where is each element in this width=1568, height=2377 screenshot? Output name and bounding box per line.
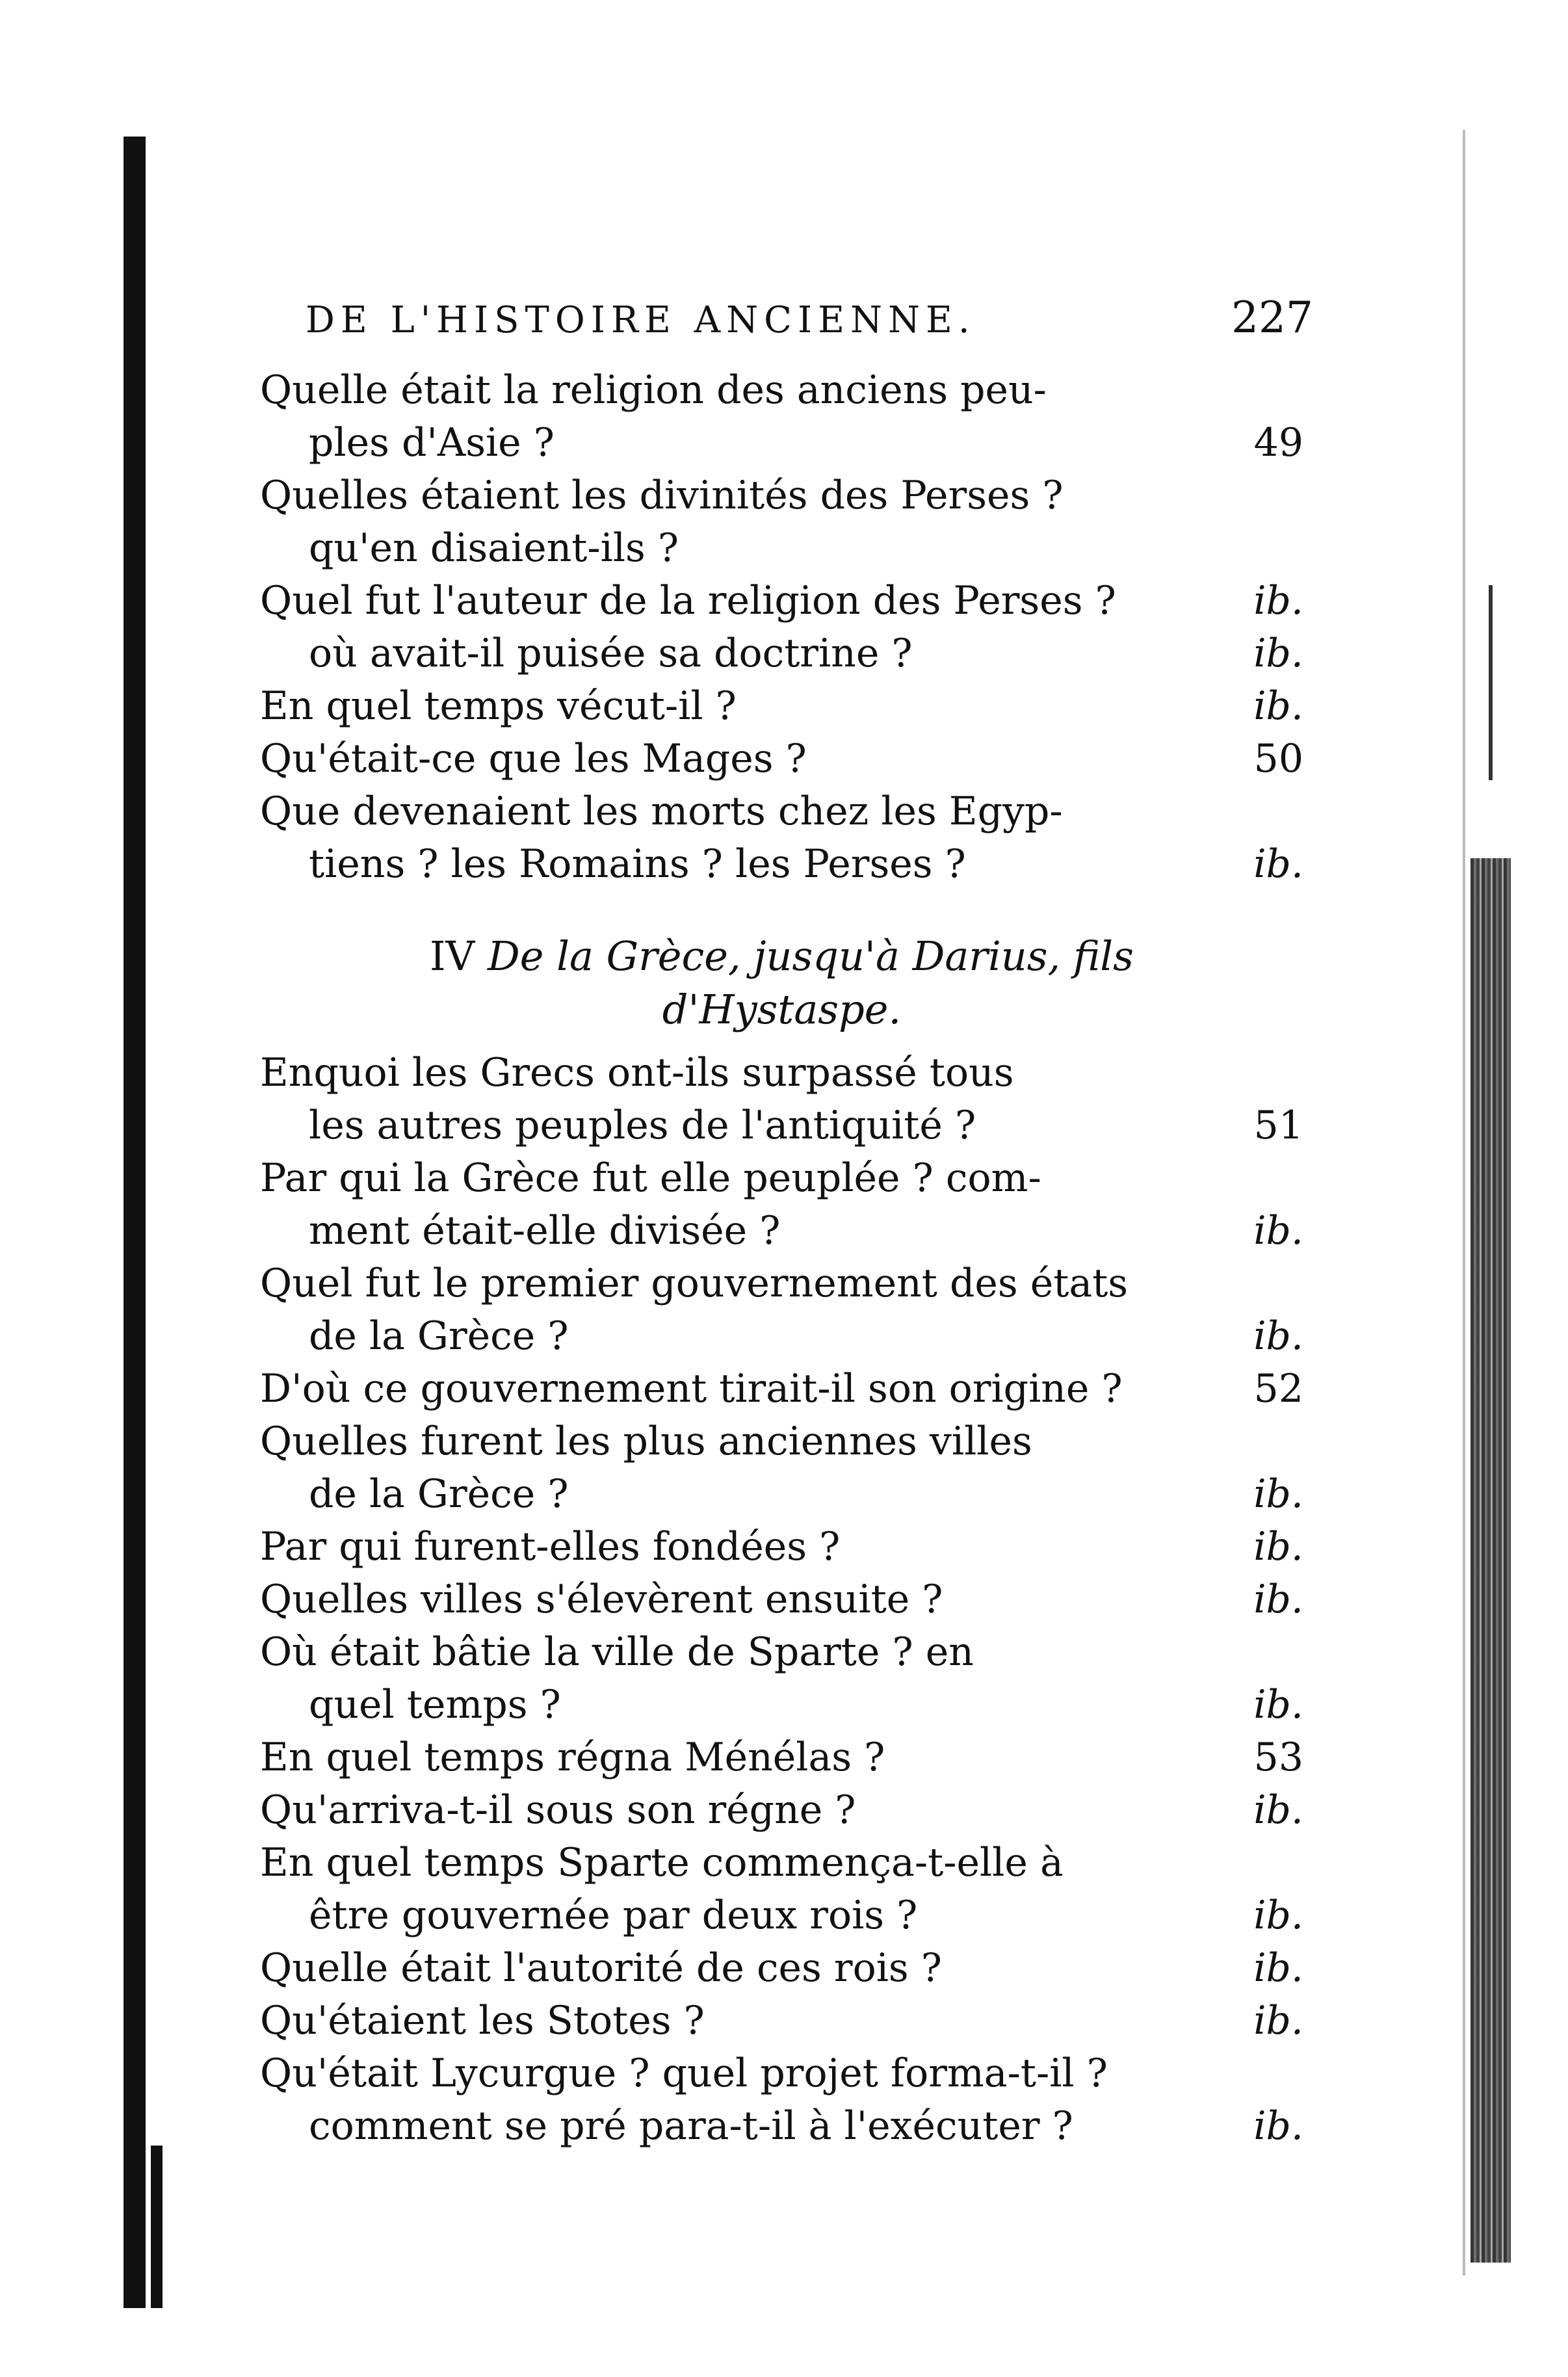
toc-entry bbox=[260, 1047, 1303, 1099]
toc-entry bbox=[260, 1257, 1303, 1310]
running-title: DE L'HISTOIRE ANCIENNE. bbox=[306, 299, 976, 341]
toc-entry bbox=[260, 1521, 1303, 1573]
toc-entry-page-ref: ib. bbox=[1253, 1893, 1303, 1938]
toc-entry-page-ref: 49 bbox=[1253, 420, 1303, 466]
toc-entry-text: de la Grèce ? bbox=[309, 1313, 569, 1359]
toc-entry-text: tiens ? les Romains ? les Perses ? bbox=[309, 841, 966, 887]
scan-right-mark bbox=[1489, 585, 1493, 780]
toc-entry-text: ment était-elle divisée ? bbox=[309, 1208, 781, 1254]
toc-entry-text: Enquoi les Grecs ont-ils surpassé tous bbox=[260, 1050, 1014, 1096]
toc-entry-text: Qu'était-ce que les Mages ? bbox=[260, 736, 807, 781]
toc-entry bbox=[260, 1995, 1303, 2047]
toc-entry bbox=[260, 2100, 1303, 2153]
toc-entry bbox=[260, 838, 1303, 891]
scan-right-margin-line bbox=[1463, 130, 1465, 2276]
toc-entry bbox=[260, 1889, 1303, 1942]
toc-entry-text: Quelle était la religion des anciens peu- bbox=[260, 367, 1047, 413]
toc-entry bbox=[260, 364, 1303, 417]
toc-entry-page-ref: 50 bbox=[1253, 736, 1303, 781]
toc-entry-page-ref: ib. bbox=[1253, 1787, 1303, 1833]
toc-entry-text: être gouvernée par deux rois ? bbox=[309, 1893, 918, 1938]
toc-entry-text: Qu'arriva-t-il sous son régne ? bbox=[260, 1787, 856, 1833]
page-number: 227 bbox=[1231, 293, 1313, 343]
toc-entry-page-ref: ib. bbox=[1253, 1313, 1303, 1359]
toc-entry-text: comment se pré para-t-il à l'exécuter ? bbox=[309, 2103, 1073, 2149]
toc-entry bbox=[260, 1310, 1303, 1363]
toc-entry-page-ref: 51 bbox=[1253, 1103, 1303, 1148]
toc-entry-text: les autres peuples de l'antiquité ? bbox=[309, 1103, 976, 1148]
toc-entry-text: En quel temps Sparte commença-t-elle à bbox=[260, 1840, 1064, 1885]
toc-entry-page-ref: ib. bbox=[1253, 1682, 1303, 1727]
scan-binding-edge bbox=[124, 137, 146, 2308]
section-heading bbox=[260, 930, 1303, 1047]
toc-entry bbox=[260, 1837, 1303, 1889]
toc-group-asia bbox=[260, 364, 1303, 891]
toc-entry bbox=[260, 680, 1303, 733]
toc-entry-text: Par qui furent-elles fondées ? bbox=[260, 1524, 841, 1569]
toc-entry-text: Qu'était Lycurgue ? quel projet forma-t-il ? bbox=[260, 2051, 1108, 2096]
toc-entry-text: quel temps ? bbox=[309, 1682, 561, 1727]
toc-entry bbox=[260, 1942, 1303, 1995]
toc-entry-text: En quel temps vécut-il ? bbox=[260, 683, 737, 729]
toc-entry-page-ref: ib. bbox=[1253, 1524, 1303, 1569]
toc-entry-text: D'où ce gouvernement tirait-il son origine ? bbox=[260, 1366, 1123, 1412]
toc-entry bbox=[260, 1205, 1303, 1257]
toc-entry-page-ref: ib. bbox=[1253, 2103, 1303, 2149]
toc-entry bbox=[260, 733, 1303, 785]
toc-entry bbox=[260, 417, 1303, 469]
toc-entry-text: Quelles villes s'élevèrent ensuite ? bbox=[260, 1577, 943, 1622]
toc-entry bbox=[260, 1099, 1303, 1152]
toc-entry-page-ref: ib. bbox=[1253, 1998, 1303, 2043]
toc-entry bbox=[260, 1731, 1303, 1784]
scan-binding-edge-lower bbox=[151, 2146, 163, 2308]
toc-entry-text: Où était bâtie la ville de Sparte ? en bbox=[260, 1629, 974, 1675]
toc-entry bbox=[260, 575, 1303, 627]
toc-entry bbox=[260, 1468, 1303, 1521]
section-title-continued: d'Hystaspe. bbox=[662, 986, 902, 1033]
toc-entry-text: où avait-il puisée sa doctrine ? bbox=[309, 631, 913, 676]
toc-entry bbox=[260, 627, 1303, 680]
page-header bbox=[306, 293, 1313, 351]
toc-entry-text: qu'en disaient-ils ? bbox=[309, 525, 679, 571]
toc-entry-text: Que devenaient les morts chez les Egyp- bbox=[260, 789, 1063, 834]
toc-entry-text: Quel fut l'auteur de la religion des Perses ? bbox=[260, 578, 1116, 624]
toc-entry-text: Par qui la Grèce fut elle peuplée ? com- bbox=[260, 1155, 1041, 1201]
toc-entry-page-ref: ib. bbox=[1253, 1577, 1303, 1622]
toc-entry bbox=[260, 1626, 1303, 1679]
section-roman-numeral: IV bbox=[430, 932, 475, 980]
toc-entry-text: Qu'étaient les Stotes ? bbox=[260, 1998, 705, 2043]
toc-entry-page-ref: 52 bbox=[1253, 1366, 1303, 1412]
toc-entry-page-ref: ib. bbox=[1253, 1471, 1303, 1517]
table-of-contents bbox=[260, 364, 1303, 2153]
toc-entry bbox=[260, 1363, 1303, 1415]
toc-entry-page-ref: 53 bbox=[1253, 1735, 1303, 1780]
toc-entry-page-ref: ib. bbox=[1253, 683, 1303, 729]
scan-right-edge bbox=[1470, 858, 1511, 2263]
toc-entry-page-ref: ib. bbox=[1253, 578, 1303, 624]
toc-entry-page-ref: ib. bbox=[1253, 1945, 1303, 1991]
toc-entry bbox=[260, 1152, 1303, 1205]
toc-entry-text: Quelles furent les plus anciennes villes bbox=[260, 1419, 1032, 1464]
section-title: De la Grèce, jusqu'à Darius, fils bbox=[488, 932, 1134, 980]
toc-entry bbox=[260, 1679, 1303, 1731]
toc-entry-text: Quel fut le premier gouvernement des états bbox=[260, 1261, 1129, 1306]
toc-entry-text: de la Grèce ? bbox=[309, 1471, 569, 1517]
toc-entry bbox=[260, 2047, 1303, 2100]
toc-entry bbox=[260, 785, 1303, 838]
toc-group-greece bbox=[260, 1047, 1303, 2153]
toc-entry bbox=[260, 1573, 1303, 1626]
toc-entry-page-ref: ib. bbox=[1253, 1208, 1303, 1254]
toc-entry bbox=[260, 522, 1303, 575]
toc-entry-text: En quel temps régna Ménélas ? bbox=[260, 1735, 885, 1780]
toc-entry bbox=[260, 469, 1303, 522]
toc-entry bbox=[260, 1784, 1303, 1837]
toc-entry bbox=[260, 1415, 1303, 1468]
section-heading-line-1 bbox=[260, 930, 1303, 983]
toc-entry-text: ples d'Asie ? bbox=[309, 420, 555, 466]
toc-entry-page-ref: ib. bbox=[1253, 631, 1303, 676]
toc-entry-text: Quelles étaient les divinités des Perses ? bbox=[260, 473, 1064, 518]
toc-entry-page-ref: ib. bbox=[1253, 841, 1303, 887]
toc-entry-text: Quelle était l'autorité de ces rois ? bbox=[260, 1945, 942, 1991]
